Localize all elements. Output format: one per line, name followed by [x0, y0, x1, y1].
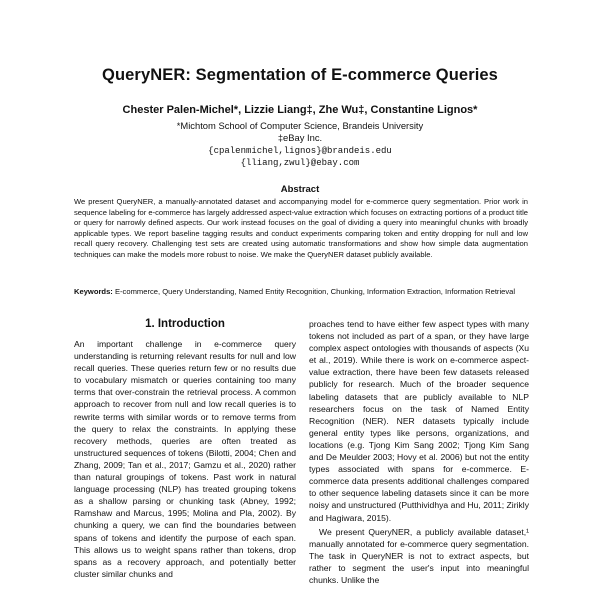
abstract-text: We present QueryNER, a manually-annotated dataset and accompanying model for e-commerce query segmentation. Prior work in sequence labeling for e-commerce has largely addressed aspect-value extraction which focuses on extracting portions of a product title or query for narrowly defined aspects. Our work instead focuses on the goal of dividing a query into meaningful chunks with broadly applicable types. We report baseline tagging results and conduct experiments comparing token and entity dropping for null and low recall query recovery. Challenging test sets are created using automatic transformations and show how simple data augmentation techniques can make the models more robust to noise. We make the QueryNER dataset publicly available. [74, 197, 528, 259]
paper-title: QueryNER: Segmentation of E-commerce Queries [102, 66, 498, 84]
email-1: {cpalenmichel,lignos}@brandeis.edu [208, 146, 392, 156]
keywords-text: E-commerce, Query Understanding, Named Entity Recognition, Chunking, Information Extraction, Information Retrieval [114, 287, 516, 296]
section-heading-introduction: 1. Introduction [145, 318, 225, 330]
affiliation-2: ‡eBay Inc. [277, 132, 323, 143]
abstract-heading: Abstract [280, 184, 320, 195]
keywords-block [74, 287, 528, 298]
left-column [74, 338, 296, 580]
paragraph: An important challenge in e-commerce query understanding is returning relevant results for null and low recall queries. These queries return few or no results due to vocabulary mismatch or queries containing too many terms that over-constrain the retrieval process. A common approach to recover from null and low recall queries is to rewrite terms with similar words or to remove terms from the query to relax the constraints. In applying these recovery methods, queries are often treated as unstructured sequences of tokens (Bilotti, 2004; Chen and Zhang, 2009; Tan et al., 2017; Gamzu et al., 2020) rather than natural groupings of tokens. Past work in natural language processing (NLP) has treated grouping tokens as a shallow parsing or chunking task (Abney, 1992; Ramshaw and Marcus, 1995; Molina and Pla, 2002). By chunking a query, we can find the boundaries between spans of tokens and identify the purpose of each span. This allows us to weight spans rather than tokens, drop spans as a recovery approach, and potentially better cluster similar chunks and [74, 339, 296, 579]
right-column [309, 318, 529, 586]
email-2: {lliang,zwul}@ebay.com [240, 158, 360, 168]
paragraph: We present QueryNER, a publicly available dataset,¹ manually annotated for e-commerce query segmentation. The task in QueryNER is not to extract aspects, but rather to segment the user's input into meaningful chunks. Unlike the [309, 526, 529, 585]
keywords-label: Keywords: [74, 287, 113, 296]
paragraph: proaches tend to have either few aspect types with many tokens not included as part of a span, or they have large complex aspect ontologies with thousands of aspects (Xu et al., 2019). While there is work on e-commerce aspect-value extraction, there have been few datasets released publicly for research. Much of the broader sequence labeling datasets that are publicly available to NLP researchers focus on the task of Named Entity Recognition (NER). NER datasets typically include general entity types like persons, organizations, and locations (e.g. Tjong Kim Sang 2002; Tjong Kim Sang and De Meulder 2003; Hovy et al. 2006) but not the entity types associated with spans for e-commerce. E-commerce data presents additional challenges compared to other sequence labeling datasets since it can be more noisy and unstructured (Putthividhya and Hu, 2011; Zirikly and Hagiwara, 2015). [309, 319, 529, 523]
author-list: Chester Palen-Michel*, Lizzie Liang‡, Zhe Wu‡, Constantine Lignos* [122, 104, 478, 116]
affiliation-1: *Michtom School of Computer Science, Brandeis University [176, 120, 424, 131]
